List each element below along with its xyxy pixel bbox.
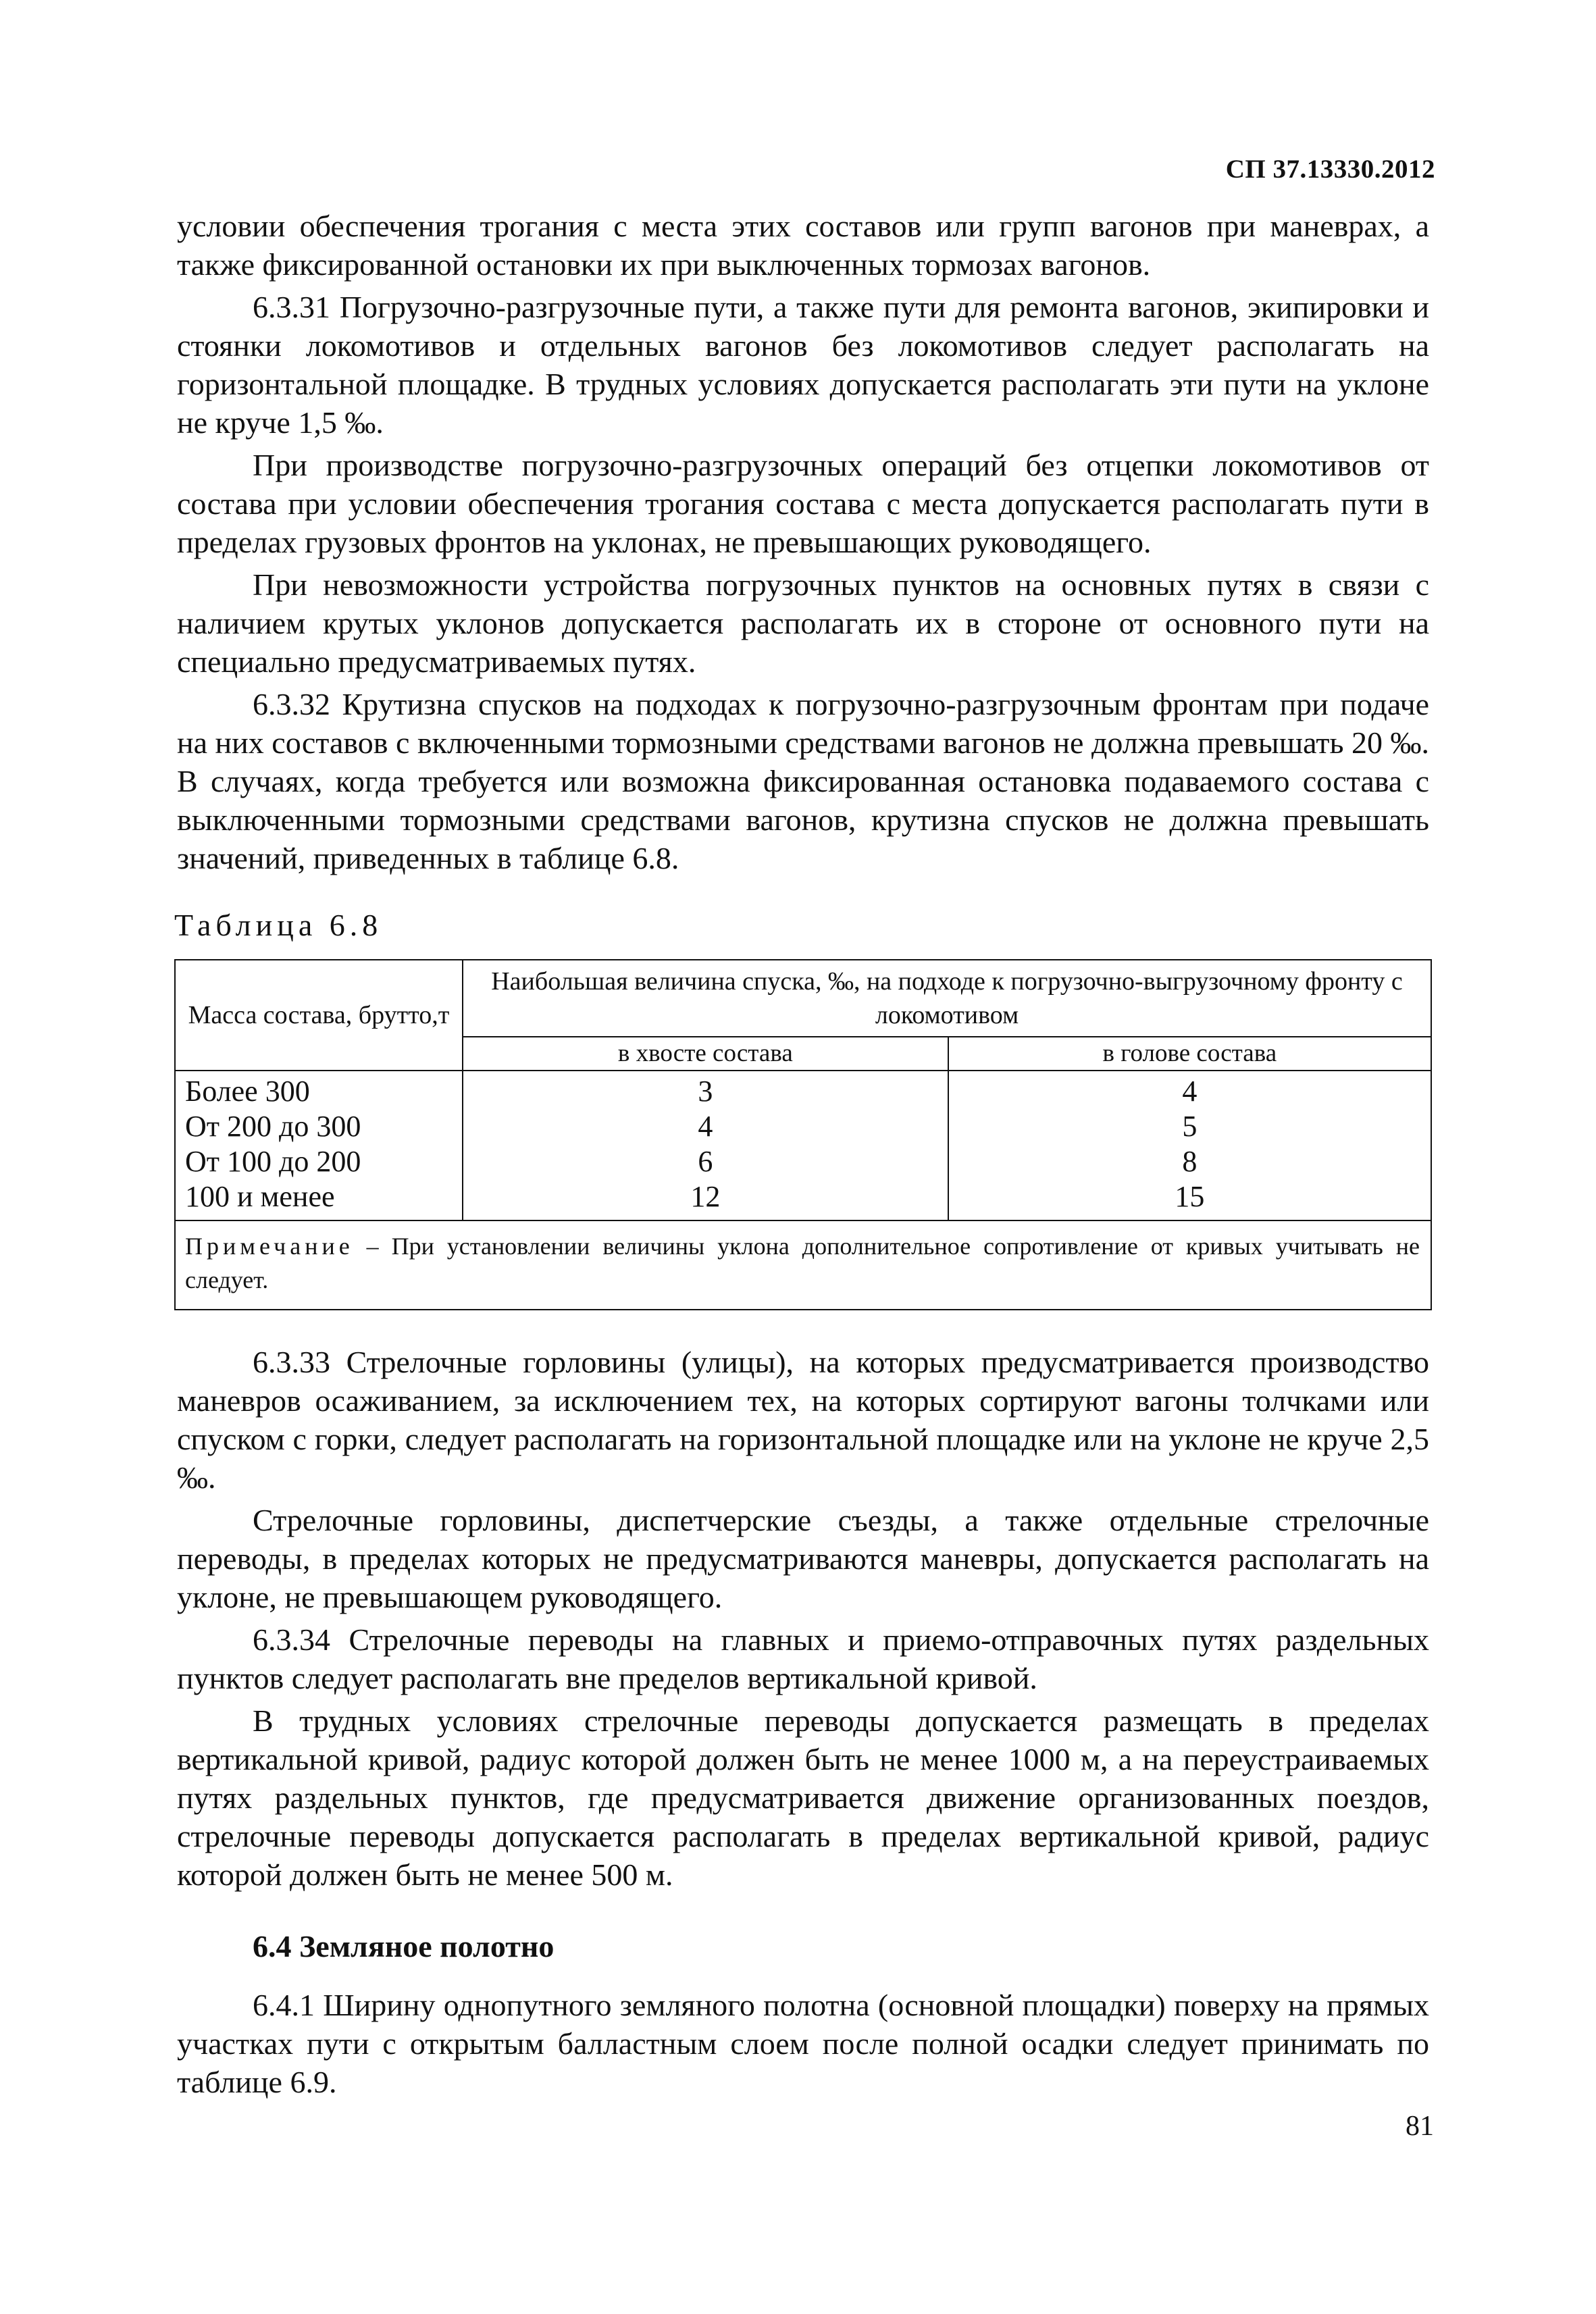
- cell-tail: 12: [463, 1179, 948, 1220]
- table-caption: Таблица 6.8: [174, 908, 383, 942]
- cell-head: 8: [948, 1144, 1431, 1179]
- page-number: 81: [1406, 2111, 1434, 2142]
- cell-mass: Более 300: [175, 1071, 463, 1109]
- paragraph: При производстве погрузочно-разгрузочных операций без отцепки локомотивов от состава при условии обеспечения трогания состава с места допускается располагать пути в пределах грузовых фронтов на уклонах, не превышающих руководящего.: [177, 448, 1429, 559]
- table-row: [175, 1144, 1431, 1179]
- paragraph: Стрелочные горловины, диспетчерские съезды, а также отдельные стрелочные переводы, в пределах которых не предусматриваются маневры, допускается располагать на уклоне, не превышающем руководящего.: [177, 1503, 1429, 1614]
- table-header-row: [175, 960, 1431, 1037]
- table-6-8: [174, 959, 1432, 1310]
- cell-head: 15: [948, 1179, 1431, 1220]
- cell-head: 4: [948, 1071, 1431, 1109]
- note-label: Примечание: [185, 1233, 354, 1260]
- header-head: в голове состава: [948, 1037, 1431, 1071]
- table-row: [175, 1109, 1431, 1144]
- header-tail: в хвосте состава: [463, 1037, 948, 1071]
- cell-tail: 4: [463, 1109, 948, 1144]
- text-block-bottom: [177, 1986, 1429, 2101]
- paragraph: 6.3.31 Погрузочно-разгрузочные пути, а также пути для ремонта вагонов, экипировки и стоянки локомотивов и отдельных вагонов без локомотивов следует располагать на горизонтальной площадке. В трудных условиях допускается располагать эти пути на уклоне не круче 1,5 ‰.: [177, 290, 1429, 440]
- cell-head: 5: [948, 1109, 1431, 1144]
- paragraph: 6.3.34 Стрелочные переводы на главных и приемо-отправочных путях раздельных пунктов следует располагать вне пределов вертикальной кривой.: [177, 1622, 1429, 1695]
- note-text: – При установлении величины уклона дополнительное сопротивление от кривых учитывать не следует.: [185, 1233, 1420, 1293]
- cell-mass: 100 и менее: [175, 1179, 463, 1220]
- table-note-row: [175, 1220, 1431, 1310]
- paragraph: 6.4.1 Ширину однопутного земляного полотна (основной площадки) поверху на прямых участках пути с открытым балластным слоем после полной осадки следует принимать по таблице 6.9.: [177, 1988, 1429, 2099]
- paragraph: В трудных условиях стрелочные переводы допускается размещать в пределах вертикальной кривой, радиус которой должен быть не менее 1000 м, а на переустраиваемых путях раздельных пунктов, где предусматривается движение организованных поездов, стрелочные переводы допускается располагать в пределах вертикальной кривой, радиус которой должен быть не менее 500 м.: [177, 1703, 1429, 1892]
- paragraph: 6.3.33 Стрелочные горловины (улицы), на которых предусматривается производство маневров осаживанием, за исключением тех, на которых сортируют вагоны толчками или спуском с горки, следует располагать на горизонтальной площадке или на уклоне не круче 2,5 ‰.: [177, 1345, 1429, 1495]
- cell-tail: 3: [463, 1071, 948, 1109]
- cell-tail: 6: [463, 1144, 948, 1179]
- paragraph: При невозможности устройства погрузочных пунктов на основных путях в связи с наличием крутых уклонов допускается располагать их в стороне от основного пути на специально предусматриваемых путях.: [177, 567, 1429, 679]
- paragraph: 6.3.32 Крутизна спусков на подходах к погрузочно-разгрузочным фронтам при подаче на них составов с включенными тормозными средствами вагонов не должна превышать 20 ‰. В случаях, когда требуется или возможна фиксированная остановка подаваемого состава с выключенными тормозными средствами вагонов, крутизна спусков не должна превышать значений, приведенных в таблице 6.8.: [177, 687, 1429, 875]
- table-note: [175, 1220, 1431, 1310]
- paragraph: условии обеспечения трогания с места этих составов или групп вагонов при маневрах, а также фиксированной остановки их при выключенных тормозах вагонов.: [177, 209, 1429, 282]
- cell-mass: От 200 до 300: [175, 1109, 463, 1144]
- header-main: Наибольшая величина спуска, ‰, на подходе к погрузочно-выгрузочному фронту с локомотивом: [463, 960, 1431, 1037]
- table-row: [175, 1071, 1431, 1109]
- cell-mass: От 100 до 200: [175, 1144, 463, 1179]
- header-mass: Масса состава, брутто,т: [175, 960, 463, 1071]
- document-code: СП 37.13330.2012: [1225, 155, 1435, 184]
- text-block-top: [177, 207, 1429, 877]
- text-block-middle: [177, 1343, 1429, 1894]
- table-row: [175, 1179, 1431, 1220]
- section-heading: 6.4 Земляное полотно: [253, 1929, 555, 1963]
